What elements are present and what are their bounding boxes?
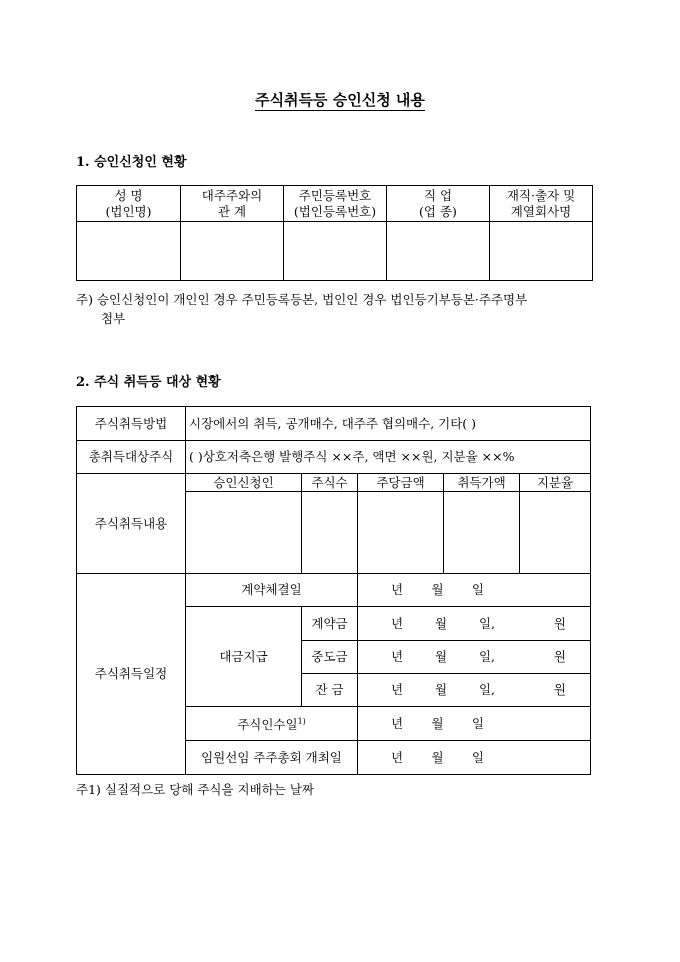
- payment-deposit-value[interactable]: 년 월 일, 원: [358, 607, 591, 641]
- payment-interim-value[interactable]: 년 월 일, 원: [358, 641, 591, 674]
- content-label: 주식취득내용: [77, 474, 186, 574]
- section1-heading: 1. 승인신청인 현황: [76, 155, 187, 170]
- target-label: 총취득대상주식: [77, 441, 186, 474]
- content-col-amount: 취득가액: [444, 474, 520, 492]
- section2-heading: 2. 주식 취득등 대상 현황: [76, 375, 221, 390]
- payment-balance-value[interactable]: 년 월 일, 원: [358, 674, 591, 707]
- content-col-ratio: 지분율: [520, 474, 591, 492]
- content-col-price: 주당금액: [358, 474, 444, 492]
- col-occupation: 직 업 (업 종): [387, 186, 490, 222]
- col-affiliation: 재직·출자 및 계열회사명: [490, 186, 593, 222]
- section1-note: 주) 승인신청인이 개인인 경우 주민등록등본, 법인인 경우 법인등기부등본·주주명부 첨부: [76, 292, 528, 326]
- payment-balance-label: 잔 금: [302, 674, 358, 707]
- content-col-shares: 주식수: [302, 474, 358, 492]
- contract-date-value[interactable]: 년 월 일: [358, 574, 591, 607]
- footnote: 주1) 실질적으로 당해 주식을 지배하는 날짜: [76, 782, 314, 797]
- col-relation: 대주주와의 관 계: [181, 186, 284, 222]
- acquisition-table: [76, 406, 591, 775]
- ratio-input-cell[interactable]: [520, 492, 591, 574]
- payment-deposit-label: 계약금: [302, 607, 358, 641]
- contract-date-label: 계약체결일: [186, 574, 358, 607]
- share-receipt-label: 주식인수일$^{1)}$: [186, 707, 358, 741]
- meeting-value[interactable]: 년 월 일: [358, 741, 591, 775]
- col-name: 성 명 (법인명): [77, 186, 181, 222]
- meeting-label: 임원선임 주주총회 개최일: [186, 741, 358, 775]
- reg-number-input-cell[interactable]: [284, 222, 387, 281]
- target-value: ( )상호저축은행 발행주식 ××주, 액면 ××원, 지분율 ××%: [186, 441, 591, 474]
- applicant-table: [76, 185, 593, 281]
- schedule-label: 주식취득일정: [77, 574, 186, 775]
- name-input-cell[interactable]: [77, 222, 181, 281]
- price-input-cell[interactable]: [358, 492, 444, 574]
- applicant-input-cell[interactable]: [186, 492, 302, 574]
- content-col-applicant: 승인신청인: [186, 474, 302, 492]
- method-label: 주식취득방법: [77, 407, 186, 441]
- method-value: 시장에서의 취득, 공개매수, 대주주 협의매수, 기타( ): [186, 407, 591, 441]
- shares-input-cell[interactable]: [302, 492, 358, 574]
- col-reg-number: 주민등록번호 (법인등록번호): [284, 186, 387, 222]
- payment-interim-label: 중도금: [302, 641, 358, 674]
- document-title: 주식취득등 승인신청 내용: [255, 91, 425, 109]
- affiliation-input-cell[interactable]: [490, 222, 593, 281]
- share-receipt-value[interactable]: 년 월 일: [358, 707, 591, 741]
- relation-input-cell[interactable]: [181, 222, 284, 281]
- occupation-input-cell[interactable]: [387, 222, 490, 281]
- payment-label: 대금지급: [186, 607, 302, 707]
- amount-input-cell[interactable]: [444, 492, 520, 574]
